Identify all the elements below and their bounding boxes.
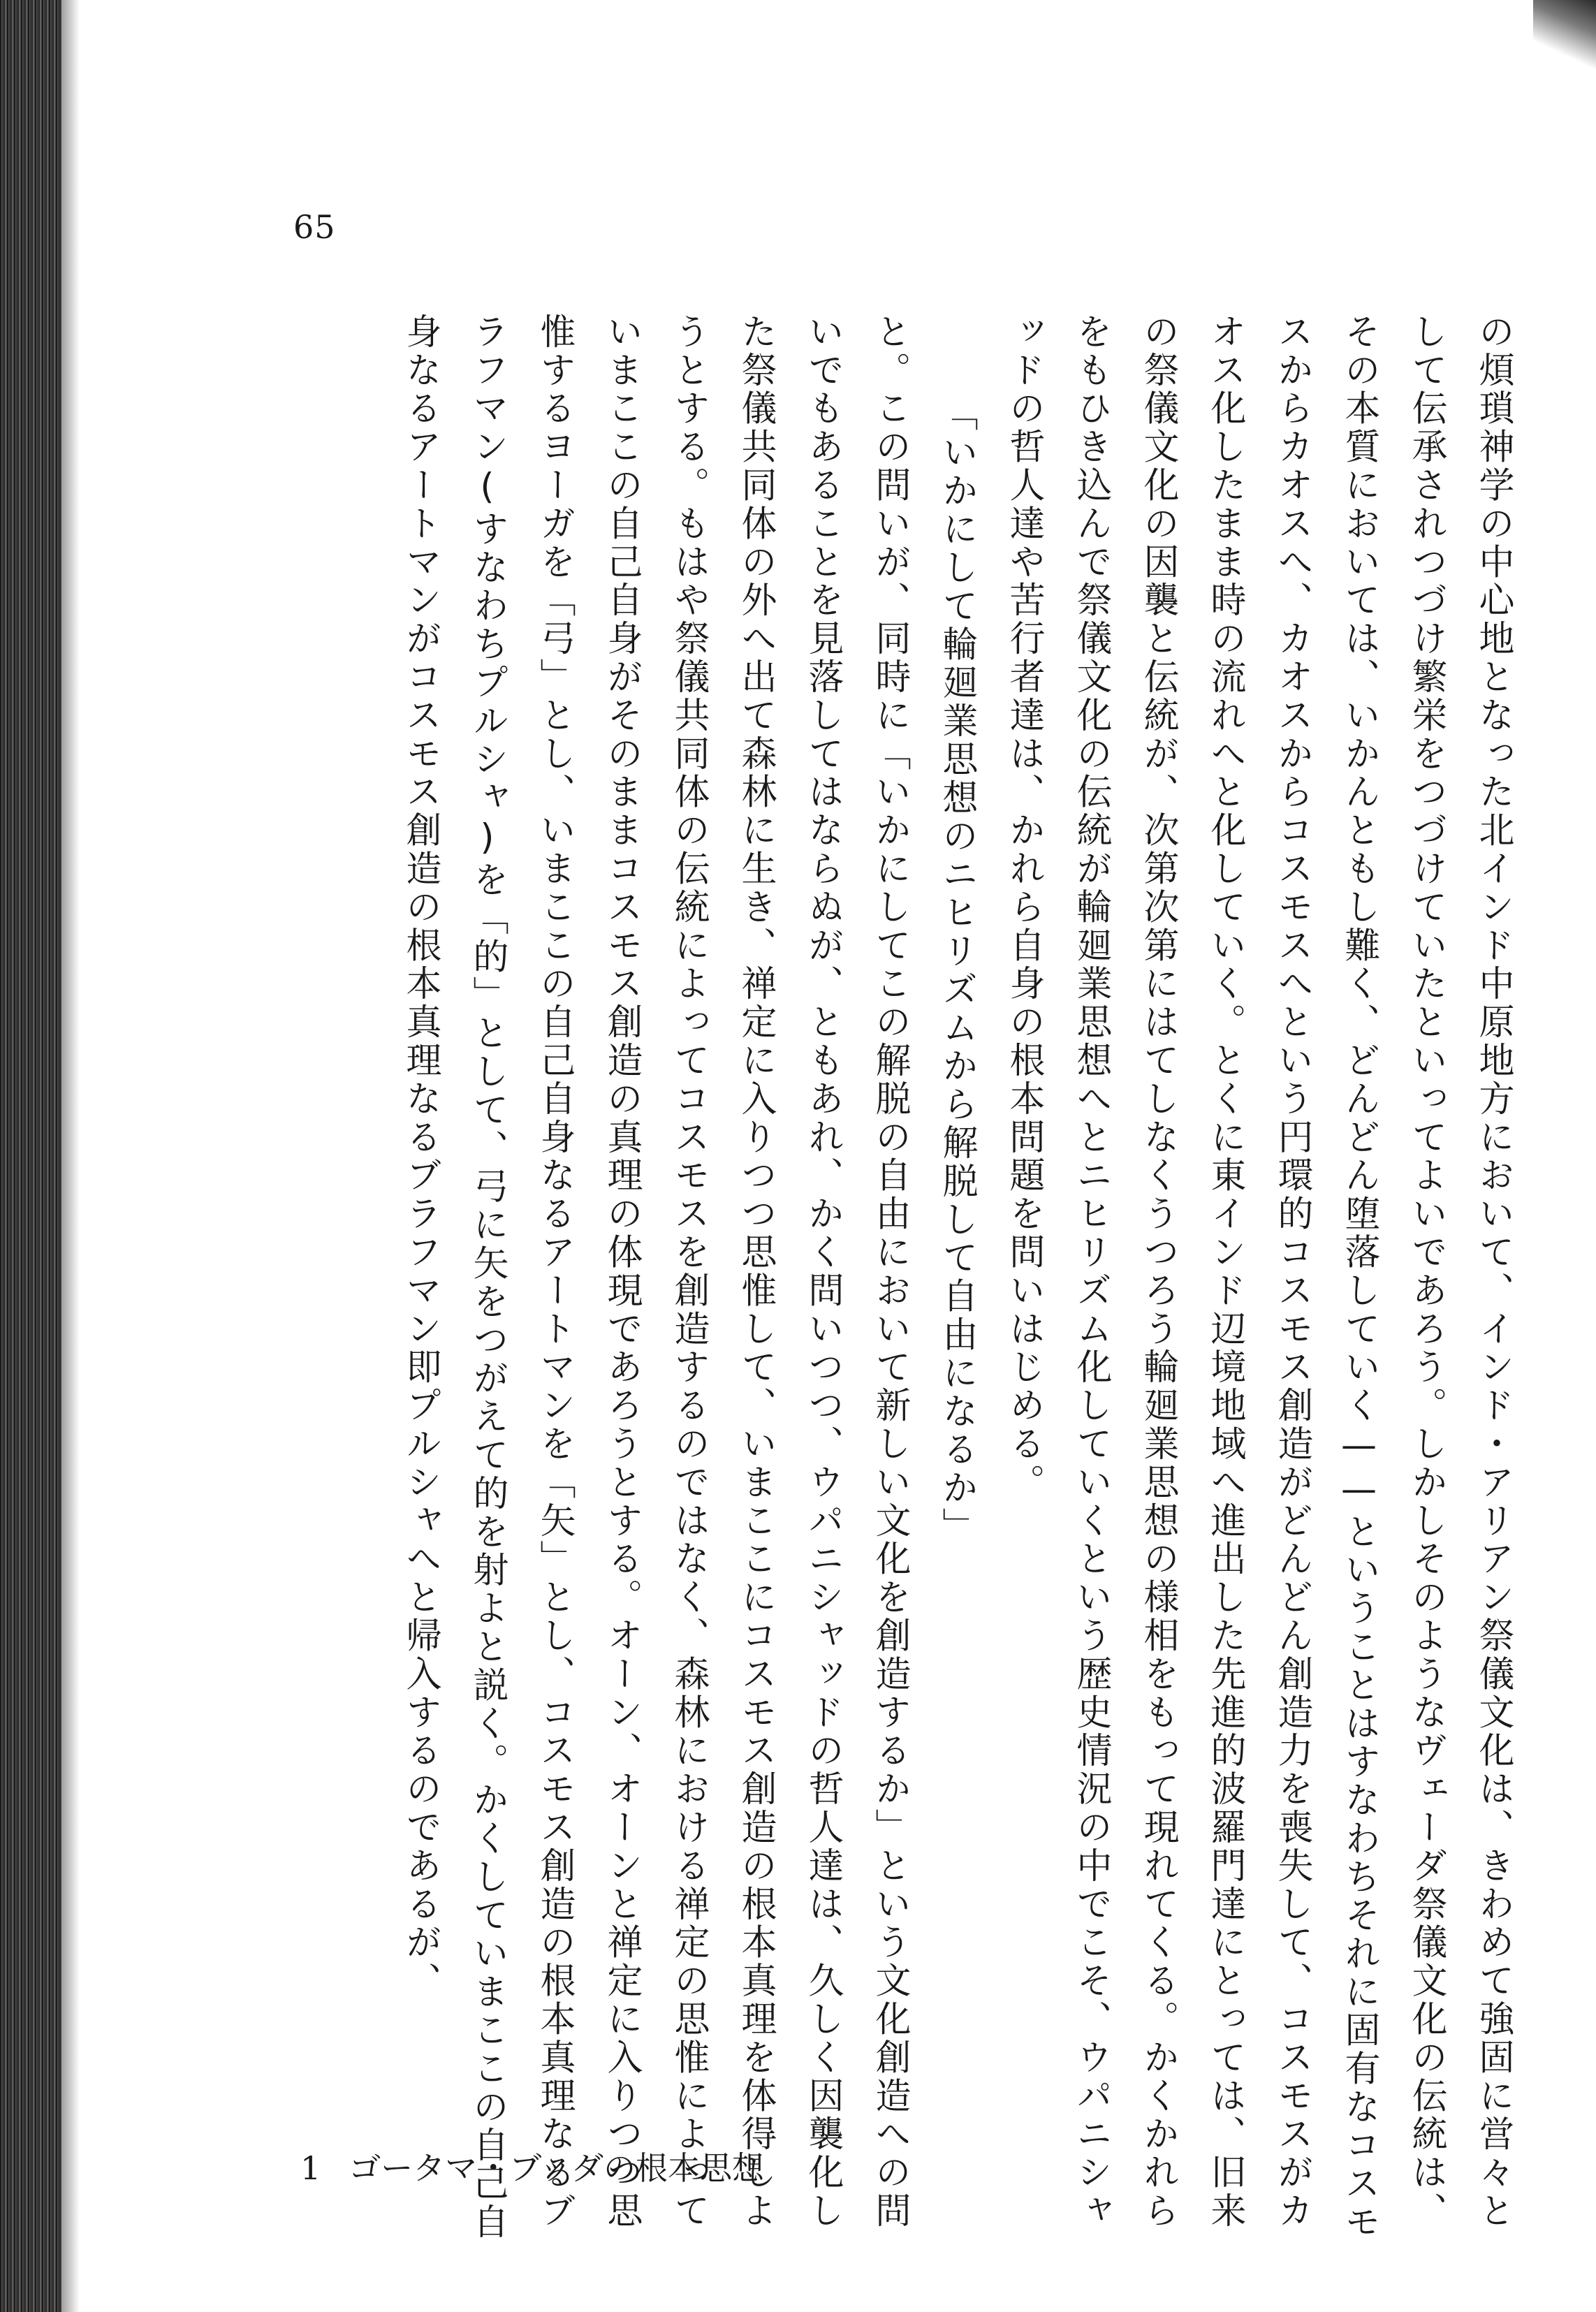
- paragraph-2: と。この問いが、同時に「いかにしてこの解脱の自由において新しい文化を創造するか」という文化創造への問いでもあることを見落してはならぬが、ともあれ、かく問いつつ、ウパニシャッドの哲人達は、久しく因襲化した祭儀共同体の外へ出て森林に生き、禅定に入りつつ思惟して、いまここにコスモス創造の根本真理を体得しようとする。もはや祭儀共同体の伝統によってコスモスを創造するのではなく、森林における禅定の思惟によっていまここの自己自身がそのままコスモス創造の真理の体現であろうとする。オーン、オーンと禅定に入りつつ思惟するヨーガを「弓」とし、いまここの自己自身なるアートマンを「矢」とし、コスモス創造の根本真理なるブラフマン(すなわちプルシャ)を「的」として、弓に矢をつがえて的を射よと説く。かくしていまここの自己自身なるアートマンがコスモス創造の根本真理なるブラフマン即プルシャへと帰入するのであるが、: [400, 313, 910, 2241]
- quoted-question: 「いかにして輪廻業思想のニヒリズムから解脱して自由になるか」: [936, 395, 977, 1546]
- chapter-number: 1: [300, 2149, 321, 2187]
- scan-binding-edge: [0, 0, 61, 2312]
- running-head: [300, 2143, 764, 2189]
- scan-corner-shadow: [1533, 0, 1596, 84]
- body-text: [73, 313, 1526, 2248]
- page-number: 65: [293, 208, 336, 246]
- chapter-title: ゴータマ・ブッダの根本思想: [349, 2149, 765, 2187]
- paragraph-1: の煩瑣神学の中心地となった北インド中原地方において、インド・アリアン祭儀文化は、きわめて強固に営々として伝承されつづけ繁栄をつづけていたといってよいであろう。しかしそのようなヴェーダ祭儀文化の伝統は、その本質においては、いかんともし難く、どんどん堕落していく——ということはすなわちそれに固有なコスモスからカオスへ、カオスからコスモスへという円環的コスモス創造がどんどん創造力を喪失して、コスモスがカオス化したまま時の流れへと化していく。とくに東インド辺境地域へ進出した先進的波羅門達にとっては、旧来の祭儀文化の因襲と伝統が、次第次第にはてしなくうつろう輪廻業思想の様相をもって現れてくる。かくかれらをもひき込んで祭儀文化の伝統が輪廻業思想へとニヒリズム化していくという歴史情況の中でこそ、ウパニシャッドの哲人達や苦行者達は、かれら自身の根本問題を問いはじめる。: [1003, 313, 1514, 2241]
